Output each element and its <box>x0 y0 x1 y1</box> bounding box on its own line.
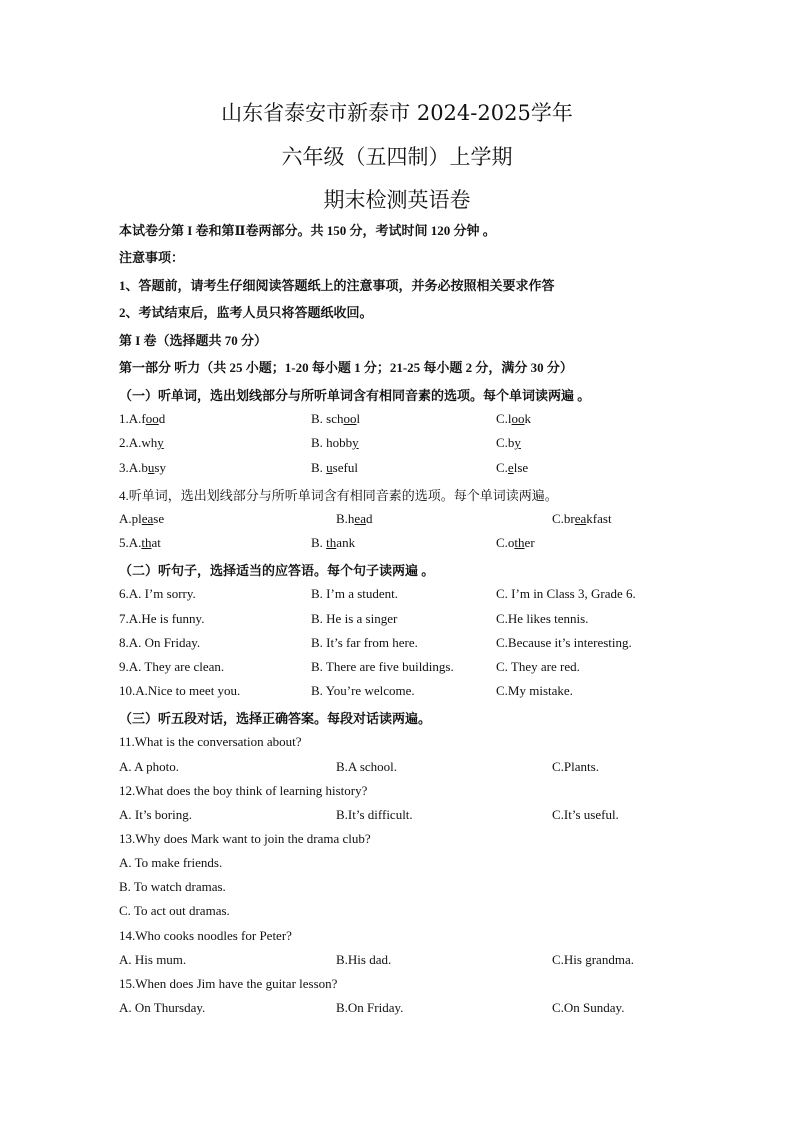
question-1 <box>119 411 679 429</box>
volume-1-heading: 第 I 卷（选择题共 70 分） <box>119 333 268 348</box>
option-a: 2.A.why <box>119 435 164 450</box>
exam-title-line-3: 期末检测英语卷 <box>323 188 471 212</box>
option-c: C. I’m in Class 3, Grade 6. <box>496 586 636 601</box>
option-a: 1.A.food <box>119 411 166 426</box>
option-c: C.On Sunday. <box>552 1000 625 1015</box>
option-c: C.by <box>496 435 521 450</box>
question-11-stem: 11.What is the conversation about? <box>119 734 302 749</box>
question-7 <box>119 611 679 629</box>
option-a: 3.A.busy <box>119 460 166 475</box>
section-2-heading: （二）听句子，选择适当的应答语。每个句子读两遍 。 <box>119 563 435 578</box>
option-a: 7.A.He is funny. <box>119 611 205 626</box>
question-5 <box>119 535 679 553</box>
option-a: 8.A. On Friday. <box>119 635 201 650</box>
notice-item-1: 1、答题前，请考生仔细阅读答题纸上的注意事项，并务必按照相关要求作答 <box>119 278 555 293</box>
question-13-option-c: C. To act out dramas. <box>119 903 230 918</box>
question-10 <box>119 683 679 701</box>
option-c: C.other <box>496 535 535 550</box>
option-b: B. school <box>311 411 361 426</box>
notice-title: 注意事项： <box>119 250 185 265</box>
option-c: C.Because it’s interesting. <box>496 635 632 650</box>
option-b: B.It’s difficult. <box>336 807 413 822</box>
notice-item-2: 2、考试结束后，监考人员只将答题纸收回。 <box>119 305 373 320</box>
question-4-stem: 4.听单词，选出划线部分与所听单词含有相同音素的选项。每个单词读两遍。 <box>119 488 558 503</box>
option-c: C.else <box>496 460 529 475</box>
question-15 <box>119 1000 679 1018</box>
option-c: C.His grandma. <box>552 952 634 967</box>
section-3-heading: （三）听五段对话，选择正确答案。每段对话读两遍。 <box>119 711 432 726</box>
option-b: B. There are five buildings. <box>311 659 454 674</box>
question-6 <box>119 586 679 604</box>
option-b: B.His dad. <box>336 952 392 967</box>
option-b: B.A school. <box>336 759 398 774</box>
option-a: 6.A. I’m sorry. <box>119 586 196 601</box>
question-14-stem: 14.Who cooks noodles for Peter? <box>119 928 292 943</box>
option-a: A. On Thursday. <box>119 1000 206 1015</box>
section-1-heading: （一）听单词，选出划线部分与所听单词含有相同音素的选项。每个单词读两遍 。 <box>119 388 591 403</box>
part-1-heading: 第一部分 听力（共 25 小题；1-20 每小题 1 分；21-25 每小题 2 分，满分 30 分） <box>119 360 573 375</box>
option-b: B. hobby <box>311 435 359 450</box>
option-b: B. useful <box>311 460 358 475</box>
option-a: A. His mum. <box>119 952 187 967</box>
option-c: C.He likes tennis. <box>496 611 589 626</box>
question-13-stem: 13.Why does Mark want to join the drama club? <box>119 831 371 846</box>
option-a: 5.A.that <box>119 535 161 550</box>
option-a: 10.A.Nice to meet you. <box>119 683 241 698</box>
question-9 <box>119 659 679 677</box>
option-c: C.Plants. <box>552 759 599 774</box>
exam-title-line-1: 山东省泰安市新泰市 2024-2025学年 <box>221 101 573 125</box>
question-13-option-a: A. To make friends. <box>119 855 223 870</box>
option-c: C.breakfast <box>552 511 612 526</box>
option-a: 9.A. They are clean. <box>119 659 225 674</box>
question-13-option-b: B. To watch dramas. <box>119 879 226 894</box>
option-a: A.please <box>119 511 165 526</box>
option-c: C.My mistake. <box>496 683 573 698</box>
question-4 <box>119 511 679 529</box>
question-11 <box>119 759 679 777</box>
option-b: B.On Friday. <box>336 1000 404 1015</box>
exam-title-line-2: 六年级（五四制）上学期 <box>281 145 513 169</box>
option-a: A. It’s boring. <box>119 807 192 822</box>
question-14 <box>119 952 679 970</box>
question-12-stem: 12.What does the boy think of learning history? <box>119 783 368 798</box>
option-b: B. I’m a student. <box>311 586 399 601</box>
question-15-stem: 15.When does Jim have the guitar lesson? <box>119 976 338 991</box>
option-c: C. They are red. <box>496 659 580 674</box>
option-c: C.It’s useful. <box>552 807 619 822</box>
question-8 <box>119 635 679 653</box>
option-c: C.look <box>496 411 532 426</box>
option-b: B. It’s far from here. <box>311 635 418 650</box>
question-3 <box>119 460 679 478</box>
option-b: B. thank <box>311 535 356 550</box>
question-12 <box>119 807 679 825</box>
option-b: B. He is a singer <box>311 611 398 626</box>
question-2 <box>119 435 679 453</box>
option-b: B. You’re welcome. <box>311 683 415 698</box>
intro-text: 本试卷分第 I 卷和第Ⅱ卷两部分。共 150 分，考试时间 120 分钟 。 <box>119 223 496 238</box>
option-a: A. A photo. <box>119 759 179 774</box>
option-b: B.head <box>336 511 373 526</box>
